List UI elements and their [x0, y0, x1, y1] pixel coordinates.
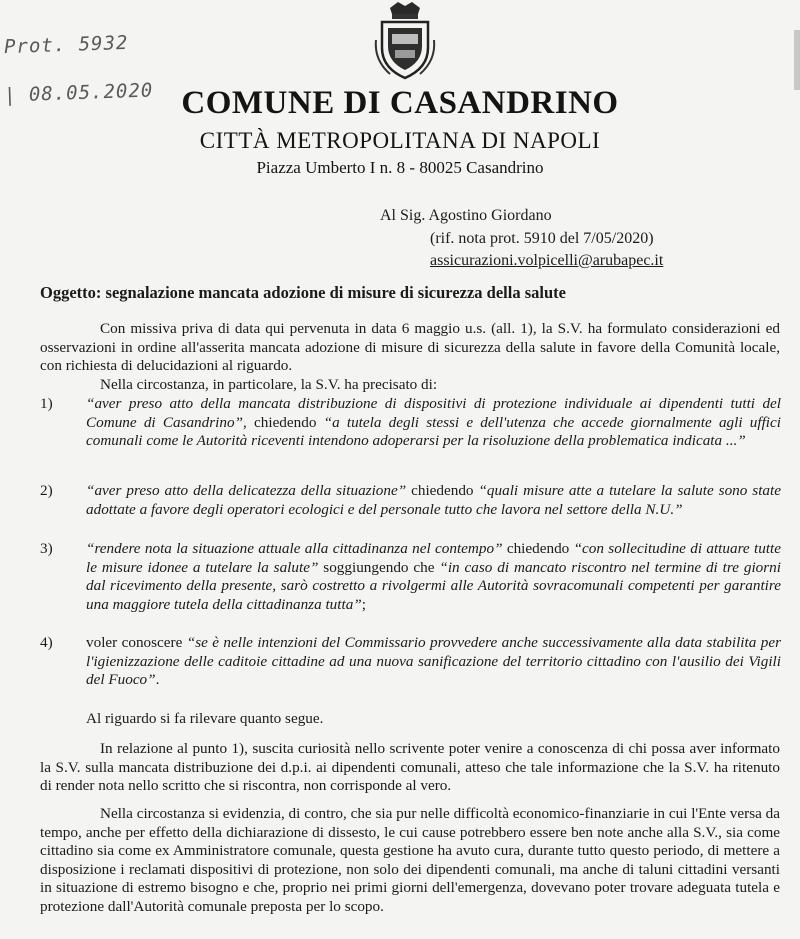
item-number-3: 3) [40, 540, 53, 557]
recipient-reference: (rif. nota prot. 5910 del 7/05/2020) [430, 230, 654, 247]
item-number-1: 1) [40, 395, 53, 412]
item-2-text-a: chiedendo [406, 482, 479, 499]
item-3-text-b: soggiungendo che [318, 558, 440, 576]
handwritten-protocol-number: Prot. 5932 [3, 31, 129, 59]
item-3-quote-a: “rendere nota la situazione attuale alla cittadinanza nel contempo” [86, 540, 503, 557]
body-paragraph-2: Nella circostanza, in particolare, la S.V. ha precisato di: [100, 376, 438, 393]
item-4-text-a: voler conoscere [86, 634, 187, 651]
municipality-title: COMUNE DI CASANDRINO [181, 85, 619, 121]
handwritten-protocol-date: | 08.05.2020 [3, 79, 154, 107]
item-3-quote-b: “con sollecitudine di attuare tutte le misure idonee a tutelare la salute” [86, 540, 781, 576]
item-4-text-b: . [155, 671, 160, 688]
item-2-quote-a: “aver preso atto della delicatezza della situazione” [86, 482, 407, 499]
recipient-name: Al Sig. Agostino Giordano [380, 207, 552, 224]
coat-of-arms-icon [370, 0, 440, 82]
body-paragraph-4: In relazione al punto 1), suscita curiosità nello scrivente poter venire a conoscenza di chi possa aver informato la S.V. sulla mancata distribuzione dei d.p.i. ai dipendenti comunali, atteso che tale informazione che la S.V. ha ritenuto di render nota nello scritto che si riscontra, non corrisponde al vero. [40, 740, 780, 794]
item-number-2: 2) [40, 482, 53, 499]
item-4-quote-a: “se è nelle intenzioni del Commissario provvedere anche successivamente alla data stabilita per l'igienizzazione delle caditoie cittadine ad una nuova sanificazione del territorio cittadino con l'ausilio dei Vigili del Fuoco” [86, 634, 781, 688]
item-3-quote-c: “in caso di mancato riscontro nel termine di tre giorni dal ricevimento della presente, sarò costretto a rivolgermi alle Autorità sovracomunali competenti per garantire una maggiore tutela della cittadinanza tutta” [86, 558, 781, 613]
item-1-quote-a: “aver preso atto della mancata distribuzione di dispositivi di protezione individuale ai dipendenti tutti del Comune di Casandrino” [86, 395, 781, 431]
item-3-text-a: chiedendo [502, 540, 574, 557]
letter-subject: Oggetto: segnalazione mancata adozione di misure di sicurezza della salute [40, 283, 566, 302]
list-item-4 [86, 634, 781, 690]
item-number-4: 4) [40, 634, 53, 651]
list-item-1 [86, 395, 781, 451]
municipality-address: Piazza Umberto I n. 8 - 80025 Casandrino [256, 158, 544, 177]
recipient-email[interactable]: assicurazioni.volpicelli@arubapec.it [430, 252, 664, 269]
municipality-subtitle: CITTÀ METROPOLITANA DI NAPOLI [199, 128, 601, 153]
item-3-text-c: ; [361, 595, 366, 613]
body-paragraph-5: Nella circostanza si evidenzia, di contro, che sia pur nelle difficoltà economico-finanziarie in cui l'Ente versa da tempo, anche per effetto della dichiarazione di dissesto, le cui cause potrebbero essere ben note anche alla S.V., sia come cittadino sia come ex Amministratore comunale, questa gestione ha avuto cura, durante tutto questo periodo, di mettere a disposizione i reclamati dispositivi di protezione, non solo dei dipendenti comunali, ma anche di taluni cittadini versanti in situazione di estremo bisogno e che, proprio nei primi giorni dell'emergenza, dovevano poter trovare adeguata tutela e protezione dall'Autorità comunale preposta per lo scopo. [40, 805, 780, 915]
scan-edge-mark [794, 30, 800, 90]
item-2-quote-b: “quali misure atte a tutelare la salute sono state adottate a favore degli operatori ecologici e del personale tutto che lavora nel settore della N.U.” [86, 482, 781, 518]
body-paragraph-3: Al riguardo si fa rilevare quanto segue. [86, 710, 324, 727]
item-1-text-a: , chiedendo [243, 413, 324, 431]
list-item-3 [86, 540, 781, 614]
item-1-quote-b: “a tutela degli stessi e dell'utenza che accede giornalmente agli uffici comunali come le Autorità riceventi intendono adoperarsi per la risoluzione della problematica indicata ...” [86, 413, 781, 449]
body-paragraph-1: Con missiva priva di data qui pervenuta in data 6 maggio u.s. (all. 1), la S.V. ha formulato considerazioni ed osservazioni in ordine all'asserita mancata adozione di misure di sicurezza della salute in favore della Comunità locale, con richiesta di delucidazioni al riguardo. [40, 320, 780, 374]
list-item-2 [86, 482, 781, 519]
